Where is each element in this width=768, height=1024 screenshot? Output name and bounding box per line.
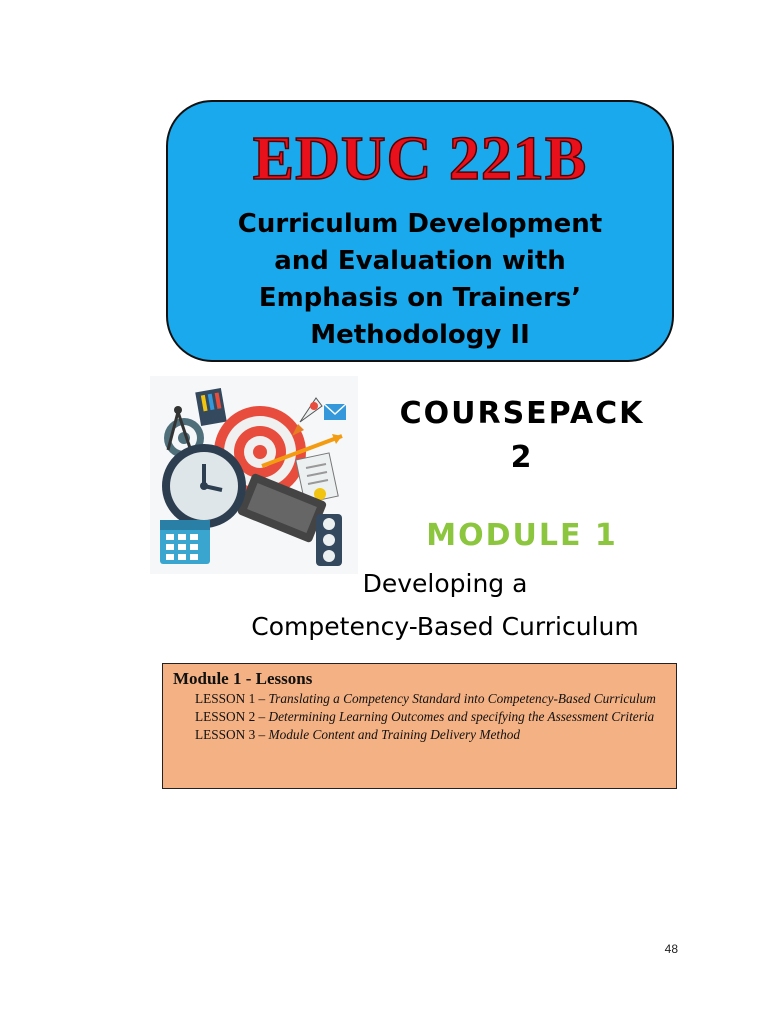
module-title xyxy=(150,562,740,648)
course-code: EDUC 221B xyxy=(252,125,588,193)
education-illustration xyxy=(150,376,358,574)
lesson-title: Translating a Competency Standard into Competency-Based Curriculum xyxy=(268,691,656,706)
lesson-item xyxy=(173,708,666,726)
module-title-line: Developing a xyxy=(362,569,528,598)
lesson-prefix: LESSON 1 – xyxy=(195,691,269,706)
module-title-line: Competency-Based Curriculum xyxy=(251,612,639,641)
lesson-item xyxy=(173,726,666,744)
coursepack-label: COURSEPACK xyxy=(399,396,645,431)
course-title xyxy=(188,206,652,354)
coursepack-number: 2 xyxy=(510,440,534,475)
lesson-prefix: LESSON 3 – xyxy=(195,727,269,742)
calendar-icon xyxy=(160,520,210,564)
course-title-line: and Evaluation with xyxy=(274,246,566,276)
course-title-box xyxy=(166,100,674,362)
lesson-title: Module Content and Training Delivery Method xyxy=(268,727,521,742)
module-label: MODULE 1 xyxy=(426,518,618,553)
lessons-box xyxy=(162,663,677,789)
lesson-title: Determining Learning Outcomes and specifying the Assessment Criteria xyxy=(268,709,655,724)
course-title-line: Methodology II xyxy=(310,320,530,350)
page-number: 48 xyxy=(664,942,678,956)
lesson-item xyxy=(173,690,666,708)
coursepack-heading xyxy=(372,392,672,480)
course-title-line: Curriculum Development xyxy=(237,209,603,239)
course-title-line: Emphasis on Trainers’ xyxy=(258,283,582,313)
lesson-prefix: LESSON 2 – xyxy=(195,709,269,724)
clock-icon xyxy=(162,444,246,528)
lessons-heading: Module 1 - Lessons xyxy=(173,669,313,688)
traffic-light-icon xyxy=(316,514,342,566)
envelope-icon xyxy=(324,404,346,420)
